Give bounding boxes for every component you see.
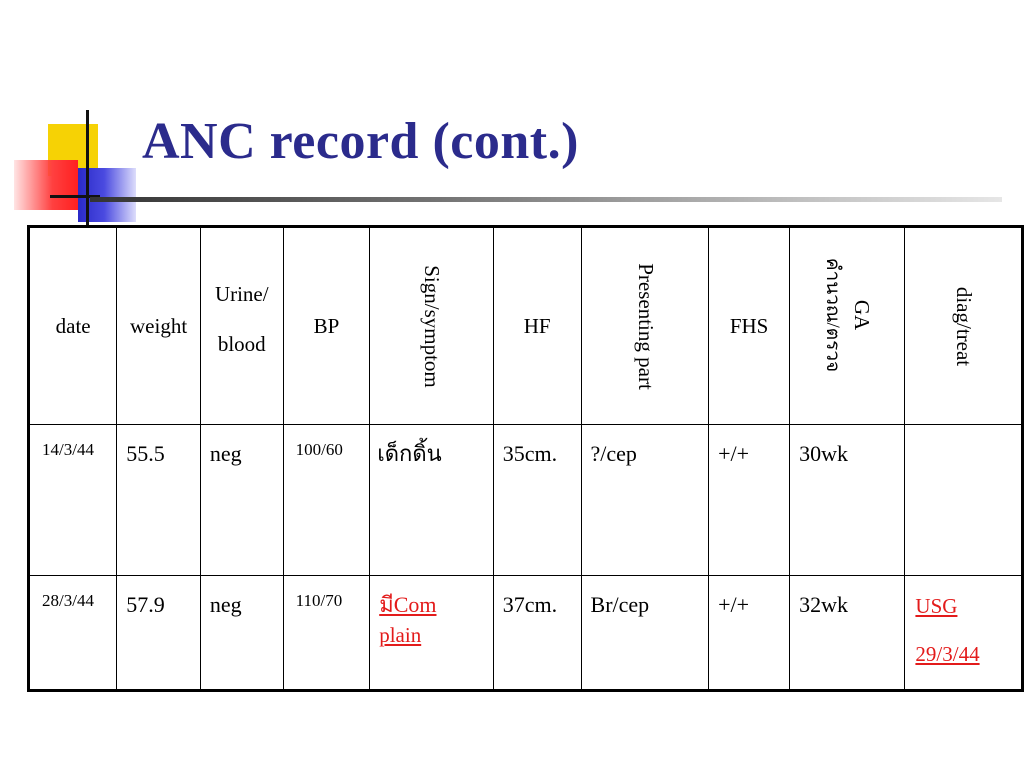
anc-record-table: [27, 225, 1024, 692]
row1-weight: 55.5: [117, 425, 201, 576]
row2-fhs: +/+: [709, 576, 790, 691]
row1-date: 14/3/44: [29, 425, 117, 576]
title-underline-rule: [90, 197, 1002, 202]
table-row: [29, 576, 1023, 691]
logo-red-square: [14, 160, 78, 210]
header-hf: HF: [493, 227, 581, 425]
row2-date: 28/3/44: [29, 576, 117, 691]
row2-ga: 32wk: [790, 576, 905, 691]
logo-vertical-line: [86, 110, 89, 228]
slide-logo-decoration: [0, 100, 150, 230]
table-header-row: [29, 227, 1023, 425]
row2-presenting: Br/cep: [581, 576, 709, 691]
row2-hf: 37cm.: [493, 576, 581, 691]
row2-diag-line2: 29/3/44: [915, 642, 980, 666]
header-diag-treat: diag/treat: [905, 227, 1023, 425]
row2-diag-line1: USG: [915, 594, 958, 618]
header-ga: GA คำนวณ/ตรวจ: [790, 227, 905, 425]
row2-urine: neg: [200, 576, 283, 691]
header-date: date: [29, 227, 117, 425]
row1-hf: 35cm.: [493, 425, 581, 576]
row1-fhs: +/+: [709, 425, 790, 576]
row1-presenting: ?/cep: [581, 425, 709, 576]
row2-sign-line1: มีCom: [379, 592, 437, 617]
row1-urine: neg: [200, 425, 283, 576]
row1-bp: 100/60: [283, 425, 370, 576]
header-urine-blood: Urine/ blood: [200, 227, 283, 425]
table-row: [29, 425, 1023, 576]
row1-diag: [905, 425, 1023, 576]
row1-sign: เด็กดิ้น: [370, 425, 494, 576]
header-bp: BP: [283, 227, 370, 425]
row2-sign: [370, 576, 494, 691]
slide-title: ANC record (cont.): [142, 113, 579, 170]
header-sign-symptom: Sign/symptom: [370, 227, 494, 425]
row2-weight: 57.9: [117, 576, 201, 691]
row2-sign-line2: plain: [379, 623, 422, 647]
header-weight: weight: [117, 227, 201, 425]
header-fhs: FHS: [709, 227, 790, 425]
row2-bp: 110/70: [283, 576, 370, 691]
header-presenting-part: Presenting part: [581, 227, 709, 425]
row2-diag: [905, 576, 1023, 691]
row1-ga: 30wk: [790, 425, 905, 576]
